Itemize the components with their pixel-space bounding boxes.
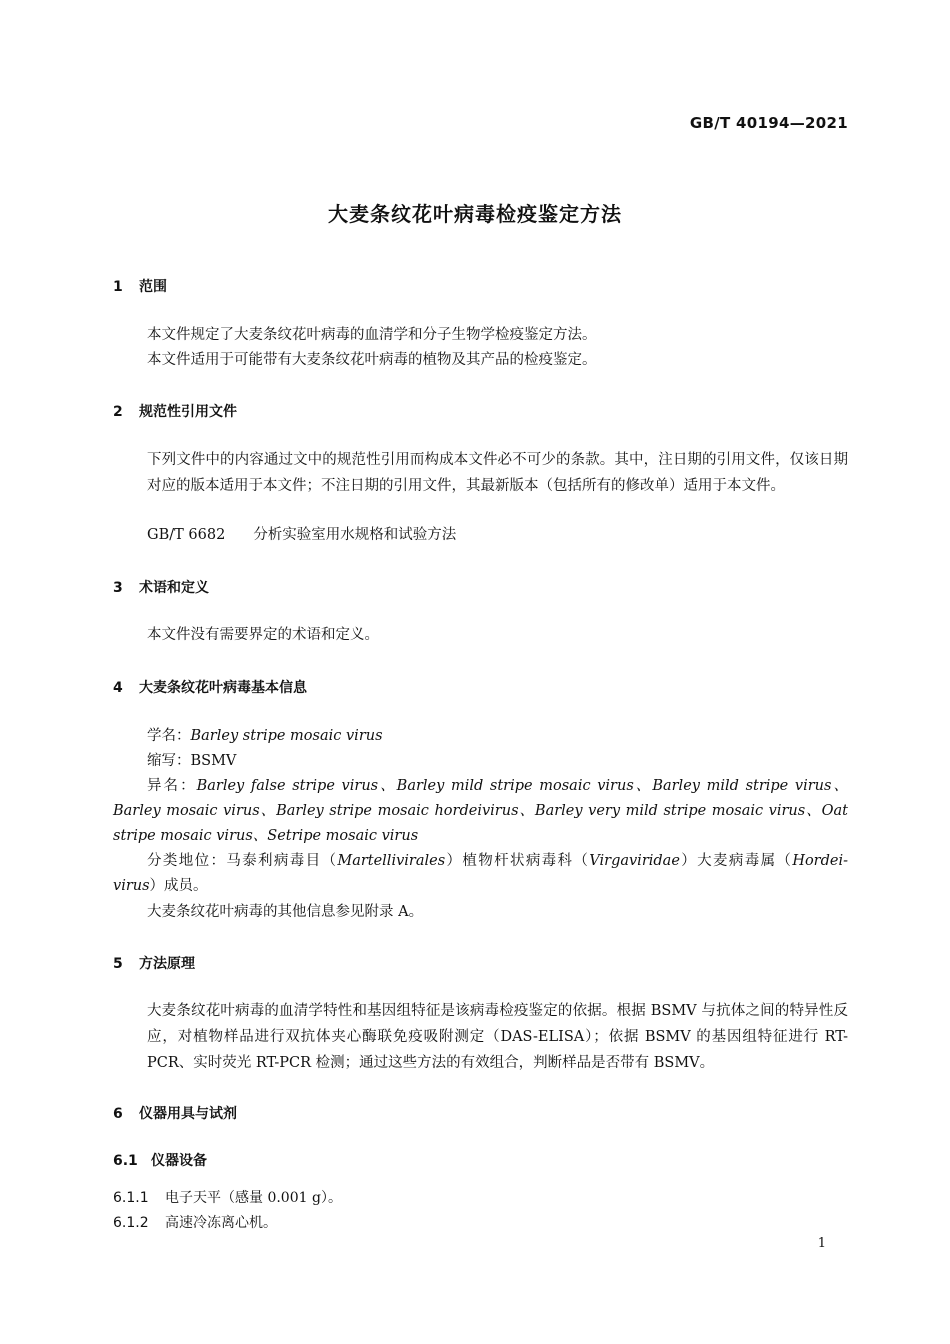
synonyms-part-1: Barley false stripe virus、Barley mild stripe mosaic virus、Barley mild stripe virus、 <box>196 778 848 794</box>
scientific-name-label: 学名： <box>147 728 191 744</box>
section-5-paragraph <box>113 998 848 1076</box>
reference-title: 分析实验室用水规格和试验方法 <box>253 527 457 543</box>
section-3-heading <box>113 577 209 597</box>
synonyms-label: 异名： <box>147 778 197 794</box>
section-6-1-heading <box>113 1150 207 1170</box>
section-number: 2 <box>113 404 123 420</box>
taxonomy-family: Virgaviridae <box>589 853 680 869</box>
synonyms-line-2 <box>113 798 848 824</box>
other-info-line: 大麦条纹花叶病毒的其他信息参见附录 A。 <box>147 904 424 920</box>
document-title: 大麦条纹花叶病毒检疫鉴定方法 <box>328 202 622 226</box>
section-6-heading <box>113 1103 237 1123</box>
synonyms-line-1 <box>147 773 848 799</box>
section-5-heading <box>113 953 195 973</box>
abbreviation-line <box>147 748 236 774</box>
page-number: 1 <box>817 1236 826 1251</box>
scientific-name: Barley stripe mosaic virus <box>190 728 383 744</box>
section-title: 仪器用具与试剂 <box>139 1106 237 1122</box>
standard-number: GB/T 40194—2021 <box>689 114 848 132</box>
section-title: 规范性引用文件 <box>139 404 237 420</box>
taxonomy-text: ）大麦病毒属（ <box>679 853 793 869</box>
section-number: 1 <box>113 279 123 295</box>
section-2-paragraph <box>113 447 848 499</box>
synonyms-part-2: Barley mosaic virus、Barley stripe mosaic hordeivirus、Barley very mild stripe mosaic virus、Oat <box>113 803 848 819</box>
section-number: 5 <box>113 956 123 972</box>
section-title: 方法原理 <box>139 956 195 972</box>
clause-number: 6.1.2 <box>113 1215 149 1231</box>
abbreviation: BSMV <box>190 753 237 769</box>
section-1-heading <box>113 276 167 296</box>
clause-number: 6.1.1 <box>113 1190 149 1206</box>
section-number: 4 <box>113 680 123 696</box>
method-principle-text: 大麦条纹花叶病毒的血清学特性和基因组特征是该病毒检疫鉴定的依据。根据 BSMV 与抗体之间的特异性反应，对植物样品进行双抗体夹心酶联免疫吸附测定（DAS-ELISA）；依据 BSMV 的基因组特征进行 RT-PCR、实时荧光 RT-PCR 检测；通过这些方法的有效组合，判断样品是否带有 BSMV。 <box>147 1003 848 1071</box>
section-1-paragraph-1: 本文件规定了大麦条纹花叶病毒的血清学和分子生物学检疫鉴定方法。 <box>147 327 597 343</box>
scientific-name-line <box>147 723 383 749</box>
normative-reference-item <box>147 522 456 548</box>
clause-6-1-1 <box>113 1187 342 1207</box>
section-title: 术语和定义 <box>139 580 209 596</box>
abbreviation-label: 缩写： <box>147 753 191 769</box>
section-3-paragraph: 本文件没有需要界定的术语和定义。 <box>147 627 379 643</box>
reference-code: GB/T 6682 <box>147 527 226 543</box>
taxonomy-line-1 <box>147 848 848 874</box>
taxonomy-text: 马泰利病毒目（ <box>226 853 338 869</box>
taxonomy-text: ）成员。 <box>149 878 208 894</box>
section-number: 6 <box>113 1106 123 1122</box>
normative-reference-intro: 下列文件中的内容通过文中的规范性引用而构成本文件必不可少的条款。其中，注日期的引用文件，仅该日期对应的版本适用于本文件；不注日期的引用文件，其最新版本（包括所有的修改单）适用于本文件。 <box>147 452 848 494</box>
taxonomy-line-2 <box>113 873 208 899</box>
section-1-paragraph-2: 本文件适用于可能带有大麦条纹花叶病毒的植物及其产品的检疫鉴定。 <box>147 352 597 368</box>
subsection-title: 仪器设备 <box>151 1153 207 1169</box>
taxonomy-order: Martellivirales <box>337 853 446 869</box>
synonyms-line-3 <box>113 823 418 849</box>
taxonomy-text: ）植物杆状病毒科（ <box>445 853 590 869</box>
taxonomy-label: 分类地位： <box>147 853 227 869</box>
section-number: 3 <box>113 580 123 596</box>
synonyms-part-3: stripe mosaic virus、Setripe mosaic virus <box>113 828 419 844</box>
section-2-heading <box>113 401 237 421</box>
clause-text: 高速冷冻离心机。 <box>165 1215 277 1231</box>
section-title: 大麦条纹花叶病毒基本信息 <box>139 680 307 696</box>
subsection-number: 6.1 <box>113 1153 138 1169</box>
section-title: 范围 <box>139 279 167 295</box>
section-4-heading <box>113 677 307 697</box>
taxonomy-genus-part-2: virus <box>113 878 150 894</box>
taxonomy-genus-part-1: Hordei- <box>792 853 849 869</box>
clause-text: 电子天平（感量 0.001 g）。 <box>165 1190 342 1206</box>
clause-6-1-2 <box>113 1212 277 1232</box>
